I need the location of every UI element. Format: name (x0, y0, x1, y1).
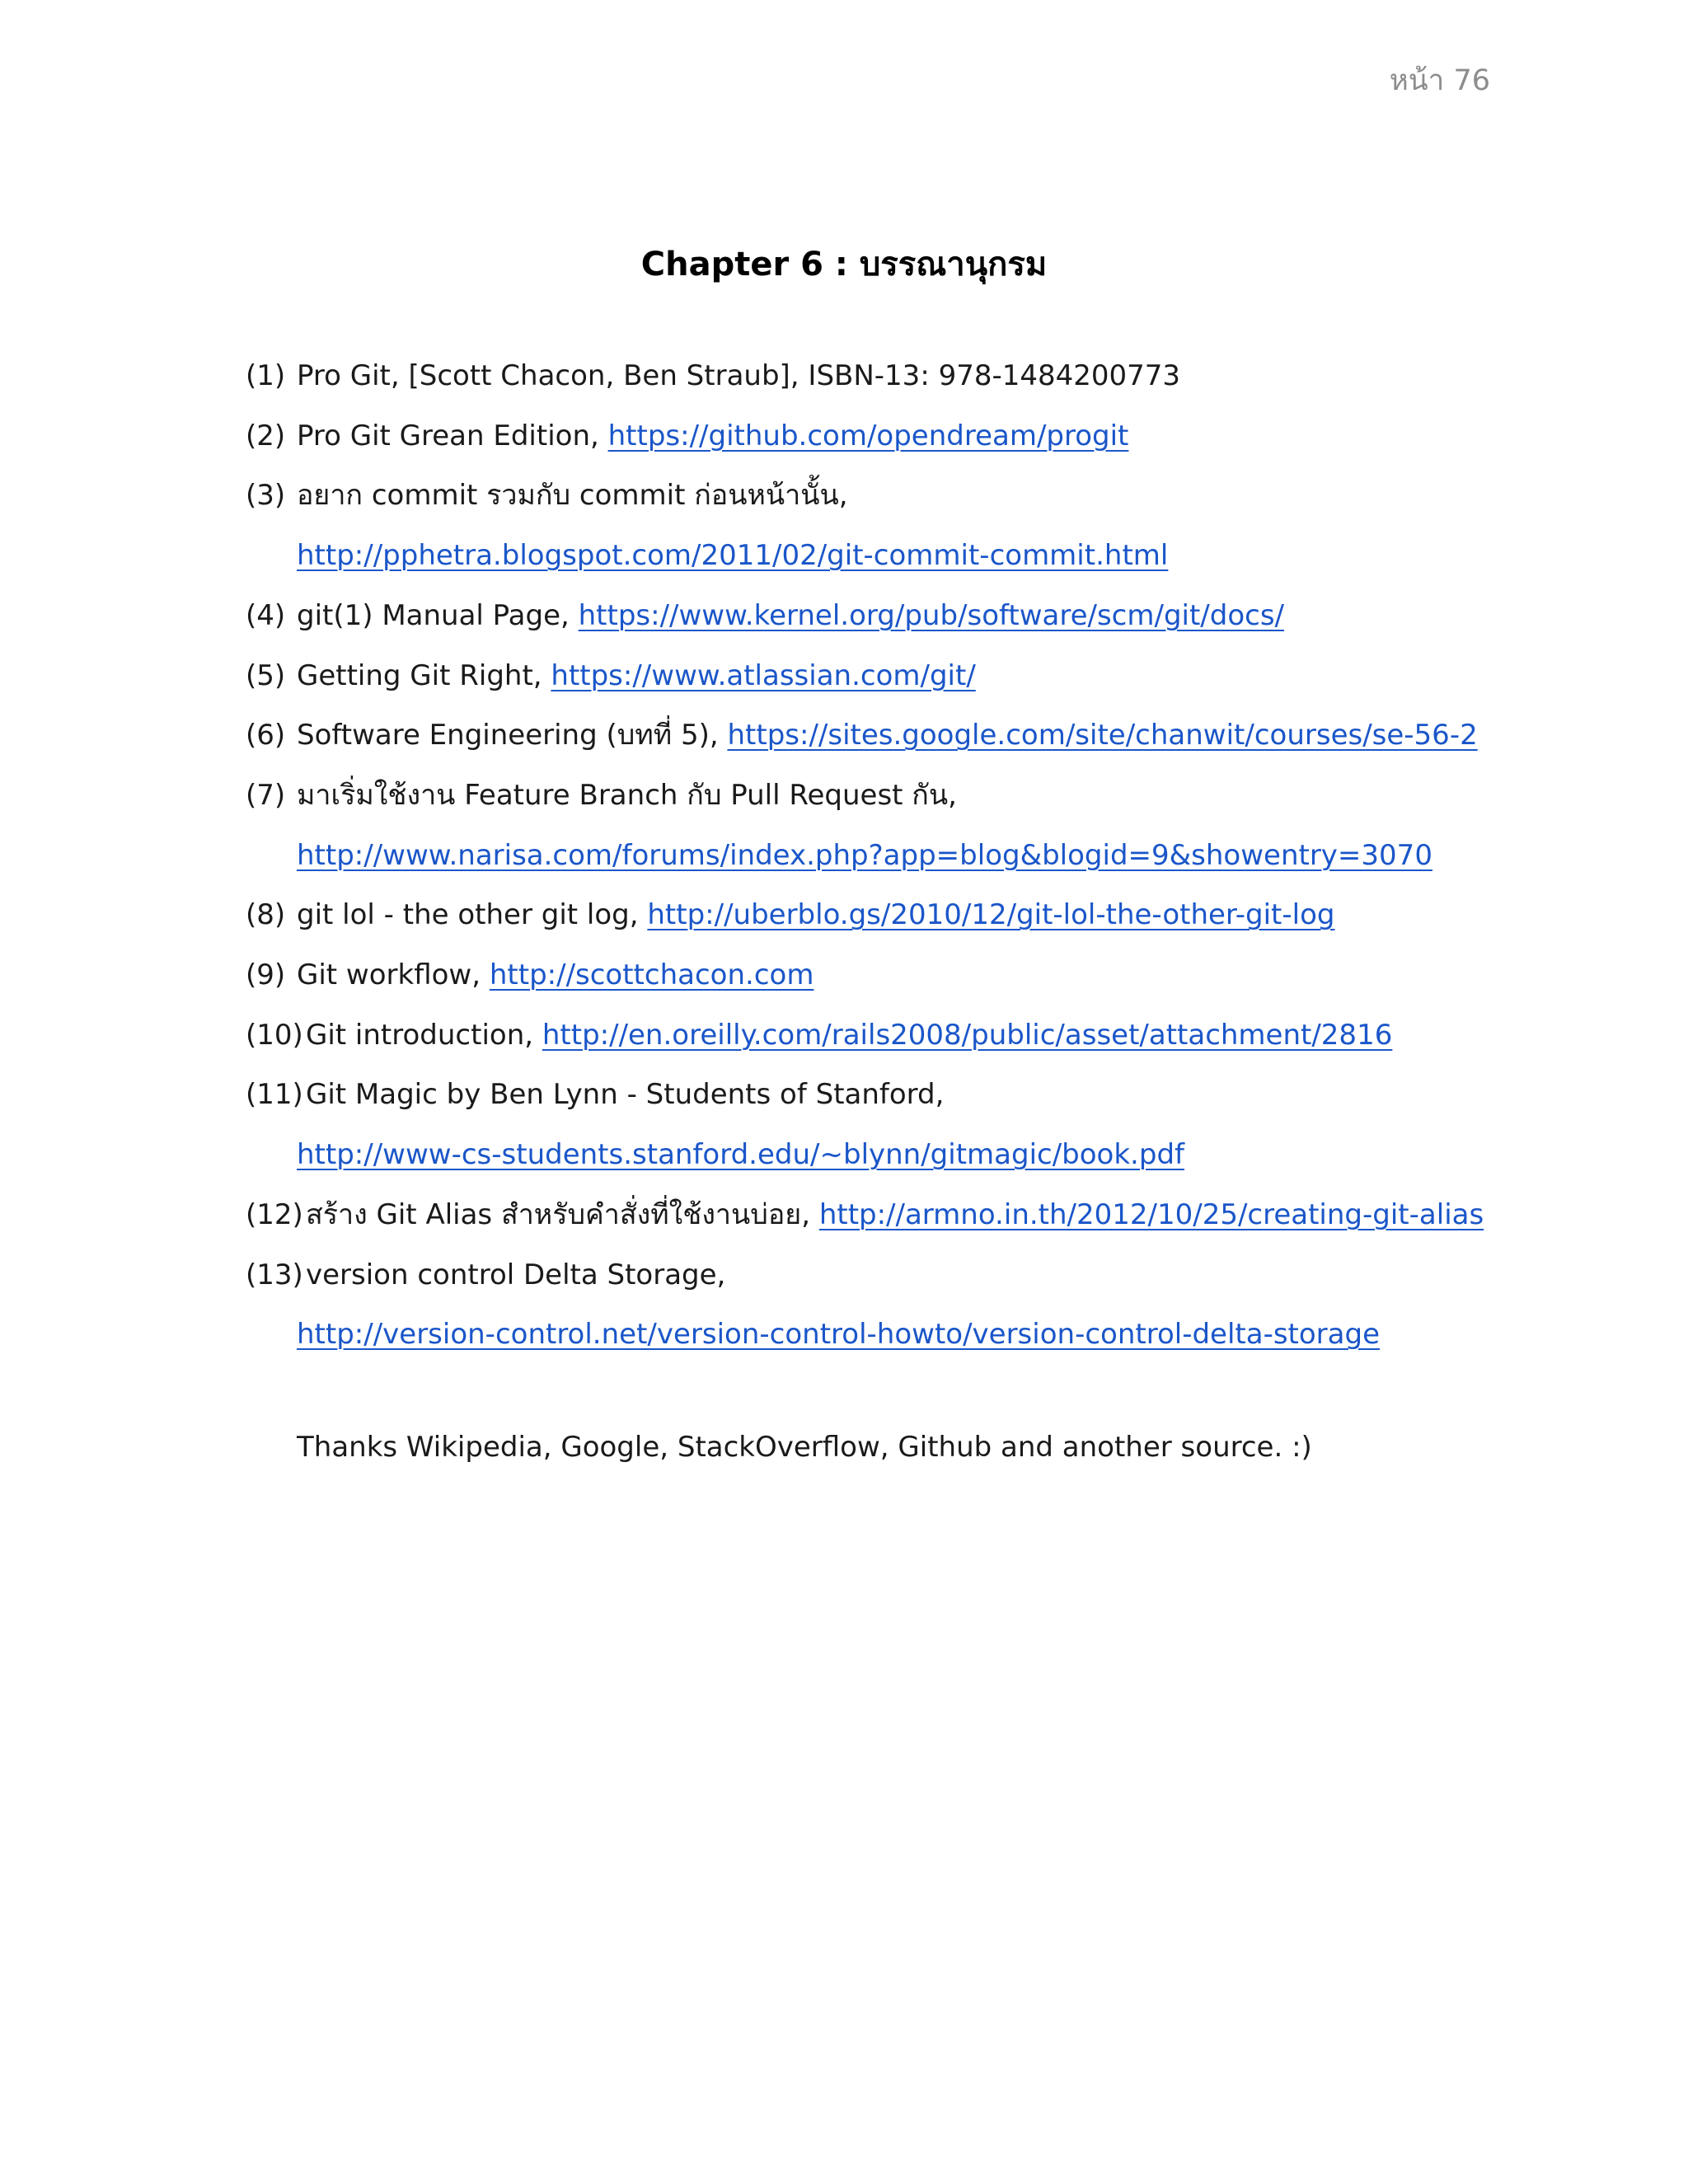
reference-link[interactable]: http://www-cs-students.stanford.edu/~blynn/gitmagic/book.pdf (297, 1138, 1184, 1172)
reference-text: version control Delta Storage, (306, 1258, 726, 1291)
page-number: หน้า 76 (1389, 64, 1490, 97)
chapter-title: Chapter 6 : บรรณานุกรม (640, 246, 1048, 284)
reference-link[interactable]: https://github.com/opendream/progit (607, 419, 1129, 452)
reference-link[interactable]: http://pphetra.blogspot.com/2011/02/git-commit-commit.html (297, 539, 1169, 573)
reference-text: มาเริ่มใช้งาน Feature Branch กับ Pull Request กัน, (297, 778, 957, 812)
reference-text: Pro Git Grean Edition, (297, 419, 608, 452)
reference-item (246, 466, 1482, 585)
reference-item (246, 885, 1482, 945)
reference-link[interactable]: https://www.atlassian.com/git/ (551, 658, 976, 692)
reference-item (246, 1005, 1482, 1066)
reference-link[interactable]: http://en.oreilly.com/rails2008/public/asset/attachment/2816 (542, 1018, 1393, 1052)
reference-link[interactable]: https://sites.google.com/site/chanwit/courses/se-56-2 (727, 719, 1478, 752)
reference-item (246, 586, 1482, 646)
acknowledgement-text: Thanks Wikipedia, Google, StackOverflow, Github and another source. :) (297, 1431, 1312, 1464)
reference-item (246, 346, 1482, 406)
reference-number: (9) (246, 958, 286, 992)
reference-text: สร้าง Git Alias สำหรับคำสั่งที่ใช้งานบ่อย, (306, 1197, 819, 1231)
reference-text: Git Magic by Ben Lynn - Students of Stanford, (306, 1078, 945, 1112)
reference-item (246, 406, 1482, 466)
reference-item (246, 1245, 1482, 1365)
reference-item (246, 766, 1482, 885)
reference-link[interactable]: http://scottchacon.com (489, 958, 814, 992)
reference-link[interactable]: http://version-control.net/version-control-howto/version-control-delta-storage (297, 1318, 1380, 1352)
reference-item (246, 705, 1482, 766)
reference-number: (13) (246, 1258, 303, 1291)
reference-item (246, 945, 1482, 1005)
reference-item (246, 1065, 1482, 1184)
reference-text: git lol - the other git log, (297, 898, 648, 932)
reference-list (246, 346, 1482, 1365)
reference-text: Software Engineering (บทที่ 5), (297, 719, 728, 752)
reference-link[interactable]: http://armno.in.th/2012/10/25/creating-git-alias (818, 1197, 1484, 1231)
reference-text: อยาก commit รวมกับ commit ก่อนหน้านั้น, (297, 479, 848, 513)
reference-number: (3) (246, 479, 286, 513)
reference-number: (2) (246, 419, 286, 452)
reference-number: (12) (246, 1197, 303, 1231)
reference-item (246, 646, 1482, 706)
reference-text: Git introduction, (306, 1018, 542, 1052)
reference-number: (7) (246, 778, 286, 812)
reference-number: (5) (246, 658, 286, 692)
reference-link[interactable]: http://www.narisa.com/forums/index.php?app=blog&blogid=9&showentry=3070 (297, 838, 1432, 872)
reference-link[interactable]: http://uberblo.gs/2010/12/git-lol-the-other-git-log (647, 898, 1335, 932)
reference-number: (8) (246, 898, 286, 932)
reference-text: git(1) Manual Page, (297, 598, 579, 632)
reference-number: (11) (246, 1078, 303, 1112)
reference-link[interactable]: https://www.kernel.org/pub/software/scm/git/docs/ (578, 598, 1284, 632)
reference-text: Pro Git, [Scott Chacon, Ben Straub], ISBN-13: 978-1484200773 (297, 359, 1181, 392)
reference-number: (6) (246, 719, 286, 752)
reference-text: Getting Git Right, (297, 658, 551, 692)
reference-number: (1) (246, 359, 286, 392)
reference-text: Git workflow, (297, 958, 490, 992)
reference-number: (10) (246, 1018, 303, 1052)
reference-item (246, 1185, 1482, 1245)
reference-number: (4) (246, 598, 286, 632)
